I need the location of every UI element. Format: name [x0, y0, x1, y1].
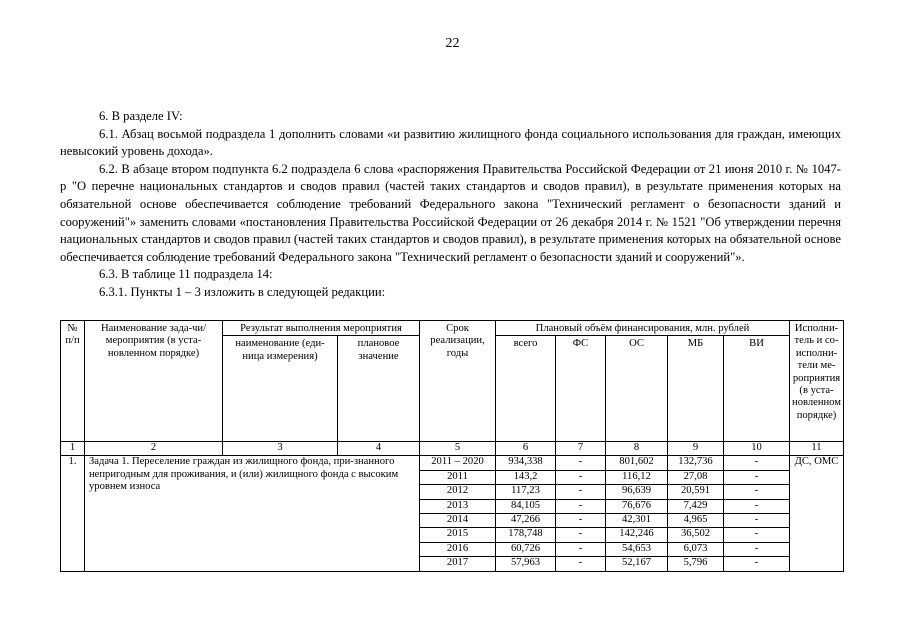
column-number: 11 — [790, 442, 844, 456]
header-vi: ВИ — [724, 336, 790, 442]
task-name: Задача 1. Переселение граждан из жилищного фонда, при-знанного непригодным для проживания, и (или) жилищного фонда с высоким уровнем износа — [85, 456, 420, 571]
cell-period: 2011 — [420, 470, 496, 484]
cell-fs: - — [556, 557, 606, 571]
column-number: 1 — [61, 442, 85, 456]
cell-vi: - — [724, 485, 790, 499]
cell-os: 54,653 — [606, 542, 668, 556]
header-num: № п/п — [61, 321, 85, 442]
header-os: ОС — [606, 336, 668, 442]
paragraph-6-2: 6.2. В абзаце втором подпункта 6.2 подраздела 6 слова «распоряжения Правительства Российской Федерации от 21 июня 2010 г. № 1047-р "О перечне национальных стандартов и сводов правил (частей таких стандартов и сводов правил), в результате применения которых на обязательной основе обеспечивается соблюдение требований Федерального закона "Технический регламент о безопасности зданий и сооружений"» заменить словами «постановления Правительства Российской Федерации от 26 декабря 2014 г. № 1521 "Об утверждении перечня национальных стандартов и сводов правил (частей таких стандартов и сводов правил), в результате применения которых на обязательной основе обеспечивается соблюдение требований Федерального закона "Технический регламент о безопасности зданий и сооружений"». — [60, 161, 841, 264]
header-mb: МБ — [668, 336, 724, 442]
cell-mb: 7,429 — [668, 499, 724, 513]
cell-fs: - — [556, 470, 606, 484]
task-number: 1. — [61, 456, 85, 571]
cell-vi: - — [724, 470, 790, 484]
cell-fs: - — [556, 485, 606, 499]
column-number: 3 — [223, 442, 338, 456]
header-period: Срок реализации, годы — [420, 321, 496, 442]
cell-vi: - — [724, 456, 790, 470]
cell-vi: - — [724, 557, 790, 571]
cell-period: 2011 – 2020 — [420, 456, 496, 470]
column-number: 5 — [420, 442, 496, 456]
cell-fs: - — [556, 499, 606, 513]
header-result-group: Результат выполнения мероприятия — [223, 321, 420, 336]
cell-mb: 132,736 — [668, 456, 724, 470]
header-task-name: Наименование зада-чи/мероприятия (в уста-новленном порядке) — [85, 321, 223, 442]
table-row — [61, 456, 844, 470]
cell-period: 2017 — [420, 557, 496, 571]
cell-os: 52,167 — [606, 557, 668, 571]
cell-os: 801,602 — [606, 456, 668, 470]
cell-period: 2015 — [420, 528, 496, 542]
column-number: 4 — [338, 442, 420, 456]
header-total: всего — [496, 336, 556, 442]
cell-os: 42,301 — [606, 513, 668, 527]
cell-vi: - — [724, 542, 790, 556]
cell-os: 116,12 — [606, 470, 668, 484]
column-number: 2 — [85, 442, 223, 456]
cell-mb: 6,073 — [668, 542, 724, 556]
cell-total: 178,748 — [496, 528, 556, 542]
header-finance-group: Плановый объём финансирования, млн. рублей — [496, 321, 790, 336]
cell-fs: - — [556, 513, 606, 527]
cell-mb: 5,796 — [668, 557, 724, 571]
financing-table — [60, 320, 844, 572]
cell-vi: - — [724, 499, 790, 513]
header-result-name: наименование (еди-ница измерения) — [223, 336, 338, 442]
header-fs: ФС — [556, 336, 606, 442]
cell-os: 76,676 — [606, 499, 668, 513]
column-number: 10 — [724, 442, 790, 456]
paragraph-6-3: 6.3. В таблице 11 подраздела 14: — [99, 267, 273, 282]
task-executors: ДС, ОМС — [790, 456, 844, 571]
paragraph-section-iv: 6. В разделе IV: — [99, 109, 183, 123]
cell-period: 2013 — [420, 499, 496, 513]
cell-mb: 36,502 — [668, 528, 724, 542]
cell-os: 142,246 — [606, 528, 668, 542]
cell-period: 2016 — [420, 542, 496, 556]
paragraph-6-1: 6.1. Абзац восьмой подраздела 1 дополнить словами «и развитию жилищного фонда социального использования для граждан, имеющих невысокий уровень дохода». — [60, 126, 841, 159]
column-number: 7 — [556, 442, 606, 456]
cell-total: 117,23 — [496, 485, 556, 499]
document-body — [60, 108, 841, 302]
page-number: 22 — [445, 36, 460, 51]
cell-total: 57,963 — [496, 557, 556, 571]
cell-fs: - — [556, 542, 606, 556]
cell-vi: - — [724, 528, 790, 542]
column-number: 8 — [606, 442, 668, 456]
cell-total: 84,105 — [496, 499, 556, 513]
cell-total: 47,266 — [496, 513, 556, 527]
cell-total: 934,338 — [496, 456, 556, 470]
column-number: 9 — [668, 442, 724, 456]
column-number: 6 — [496, 442, 556, 456]
header-planned-value: плановое значение — [338, 336, 420, 442]
cell-os: 96,639 — [606, 485, 668, 499]
header-executors: Исполни-тель и со-исполни-тели ме-роприятия (в уста-новленном порядке) — [790, 321, 844, 442]
paragraph-6-3-1: 6.3.1. Пункты 1 – 3 изложить в следующей редакции: — [99, 284, 386, 299]
cell-total: 60,726 — [496, 542, 556, 556]
cell-total: 143,2 — [496, 470, 556, 484]
cell-fs: - — [556, 528, 606, 542]
column-number-row — [61, 442, 844, 456]
cell-vi: - — [724, 513, 790, 527]
cell-mb: 27,08 — [668, 470, 724, 484]
cell-period: 2012 — [420, 485, 496, 499]
cell-mb: 4,965 — [668, 513, 724, 527]
cell-mb: 20,591 — [668, 485, 724, 499]
cell-period: 2014 — [420, 513, 496, 527]
cell-fs: - — [556, 456, 606, 470]
